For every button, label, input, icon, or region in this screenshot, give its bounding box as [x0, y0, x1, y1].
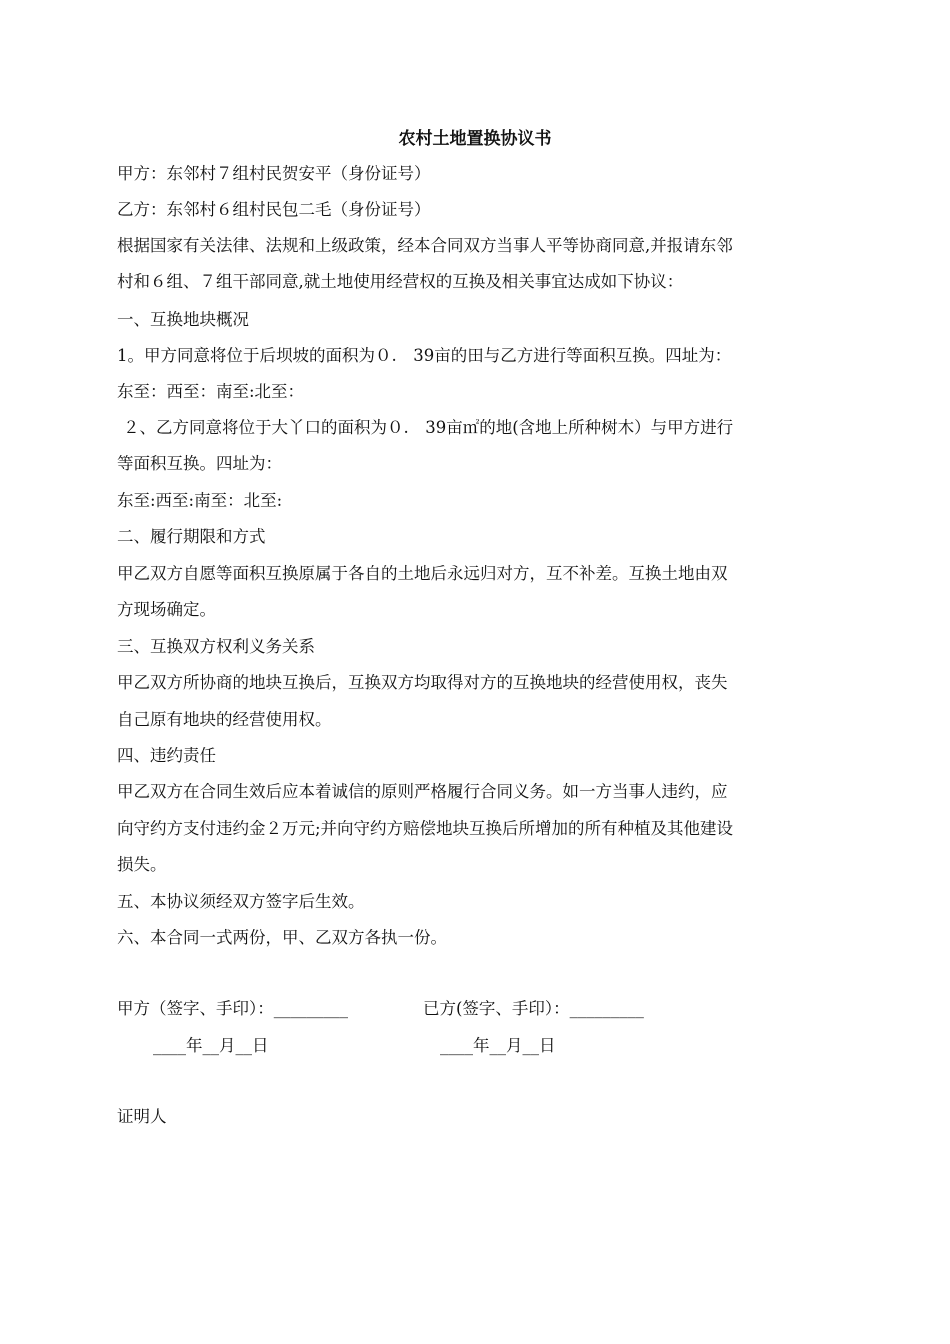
party-a-signature: 甲方（签字、手印）：_________: [117, 999, 348, 1018]
section-2-heading: 二、履行期限和方式: [117, 527, 266, 546]
section-2-line-1: 甲乙双方自愿等面积互换原属于各自的土地后永远归对方，互不补差。互换土地由双: [117, 564, 728, 583]
clause-1-2-line-1: ２、乙方同意将位于大丫口的面积为０. 39亩㎡的地(含地上所种树木）与甲方进行: [123, 418, 734, 437]
section-4-line-3: 损失。: [117, 855, 167, 874]
section-3-line-2: 自己原有地块的经营使用权。: [117, 710, 332, 729]
clause-1-1-line-1: 1。甲方同意将位于后坝坡的面积为０. 39亩的田与乙方进行等面积互换。四址为：: [117, 346, 732, 365]
party-b-line: 乙方：东邻村６组村民包二毛（身份证号）: [117, 200, 431, 219]
clause-1-2-line-2: 等面积互换。四址为：: [117, 454, 282, 473]
clause-1-2-line-3: 东至:西至:南至：北至:: [117, 491, 283, 510]
section-1-heading: 一、互换地块概况: [117, 310, 249, 329]
clause-1-1-line-2: 东至：西至：南至:北至：: [117, 382, 305, 401]
preamble-line-1: 根据国家有关法律、法规和上级政策，经本合同双方当事人平等协商同意,并报请东邻: [117, 236, 733, 255]
preamble-line-2: 村和６组、７组干部同意,就土地使用经营权的互换及相关事宜达成如下协议：: [117, 272, 684, 291]
document-title: 农村土地置换协议书: [398, 129, 552, 149]
section-6-line: 六、本合同一式两份，甲、乙双方各执一份。: [117, 928, 447, 947]
section-4-heading: 四、违约责任: [117, 746, 216, 765]
section-5-line: 五、本协议须经双方签字后生效。: [117, 892, 365, 911]
party-b-date: ____年__月__日: [440, 1036, 556, 1055]
section-3-heading: 三、互换双方权利义务关系: [117, 637, 315, 656]
party-a-date: ____年__月__日: [153, 1036, 269, 1055]
party-b-signature: 已方(签字、手印）：_________: [423, 999, 644, 1018]
party-a-line: 甲方：东邻村７组村民贺安平（身份证号）: [117, 164, 431, 183]
section-2-line-2: 方现场确定。: [117, 600, 216, 619]
section-4-line-2: 向守约方支付违约金２万元;并向守约方赔偿地块互换后所增加的所有种植及其他建设: [117, 819, 734, 838]
witness-label: 证明人: [117, 1107, 167, 1126]
section-4-line-1: 甲乙双方在合同生效后应本着诚信的原则严格履行合同义务。如一方当事人违约，应: [117, 782, 728, 801]
section-3-line-1: 甲乙双方所协商的地块互换后，互换双方均取得对方的互换地块的经营使用权，丧失: [117, 673, 728, 692]
